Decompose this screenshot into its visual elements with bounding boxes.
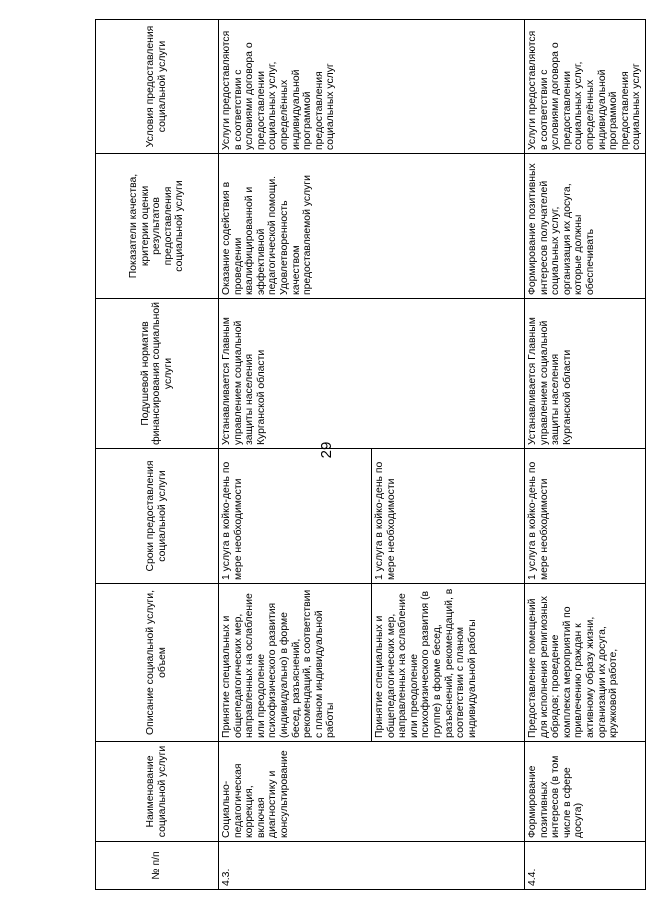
rotated-table-wrapper [95, 20, 643, 890]
table-row [525, 20, 646, 890]
table-row [219, 20, 372, 890]
service-description: Принятие специальных и общепедагогических мер, направленных на ослабление или преодоление психофизического развития (в группе) в форме бесед, разъяснений, рекомендаций, в соответствии с планом индивидуальной работы [372, 584, 525, 742]
service-conditions: Услуги предоставляются в соответствии с условиями договора о предоставлении социальных услуг, определённых индивидуальной программой предоставления социальных услуг [525, 20, 646, 154]
service-norm: Устанавливается Главным управлением социальной защиты населения Курганской области [219, 299, 525, 449]
rotated-table-canvas [95, 20, 643, 890]
header-quality: Показатели качества, критерии оценки результатов предоставления социальной услуги [96, 154, 219, 299]
row-number: 4.4. [525, 842, 646, 890]
page-number: 29 [318, 441, 335, 459]
service-name: Формирование позитивных интересов (в том числе в сфере досуга) [525, 742, 646, 842]
header-terms: Сроки предоставления социальной услуги [96, 449, 219, 584]
service-description: Предоставление помещений для исполнения религиозных обрядов; проведение комплекса мероприятий по привлечению граждан к активному образу жизни, организации их досуга, кружковой работе, [525, 584, 646, 742]
header-name: Наименование социальной услуги [96, 742, 219, 842]
service-terms: 1 услуга в койко-день по мере необходимости [219, 449, 372, 584]
service-norm: Устанавливается Главным управлением социальной защиты населения Курганской области [525, 299, 646, 449]
header-num: № п/п [96, 842, 219, 890]
header-description: Описание социальной услуги, объем [96, 584, 219, 742]
service-terms: 1 услуга в койко-день по мере необходимости [525, 449, 646, 584]
header-norm: Подушевой норматив финансирования социальной услуги [96, 299, 219, 449]
service-quality: Оказание содействия в проведении квалифицированной и эффективной педагогической помощи. Удовлетворенность качеством предоставляемой услуги [219, 154, 525, 299]
table-header-row [96, 20, 219, 890]
services-table [95, 19, 646, 890]
service-quality: Формирование позитивных интересов получателей социальных услуг, организация их досуга, которые должны обеспечивать [525, 154, 646, 299]
service-description: Принятие специальных и общепедагогических мер, направленных на ослабление или преодоление психофизического развития (индивидуально) в форме бесед, разъяснений, рекомендаций, в соответствии с планом индивидуальной работы [219, 584, 372, 742]
service-name: Социально-педагогическая коррекция, включая диагностику и консультирование [219, 742, 525, 842]
row-number: 4.3. [219, 842, 525, 890]
header-conditions: Условия предоставления социальной услуги [96, 20, 219, 154]
service-conditions: Услуги предоставляются в соответствии с условиями договора о предоставлении социальных услуг, определённых индивидуальной программой предоставления социальных услуг [219, 20, 525, 154]
service-terms: 1 услуга в койко-день по мере необходимости [372, 449, 525, 584]
